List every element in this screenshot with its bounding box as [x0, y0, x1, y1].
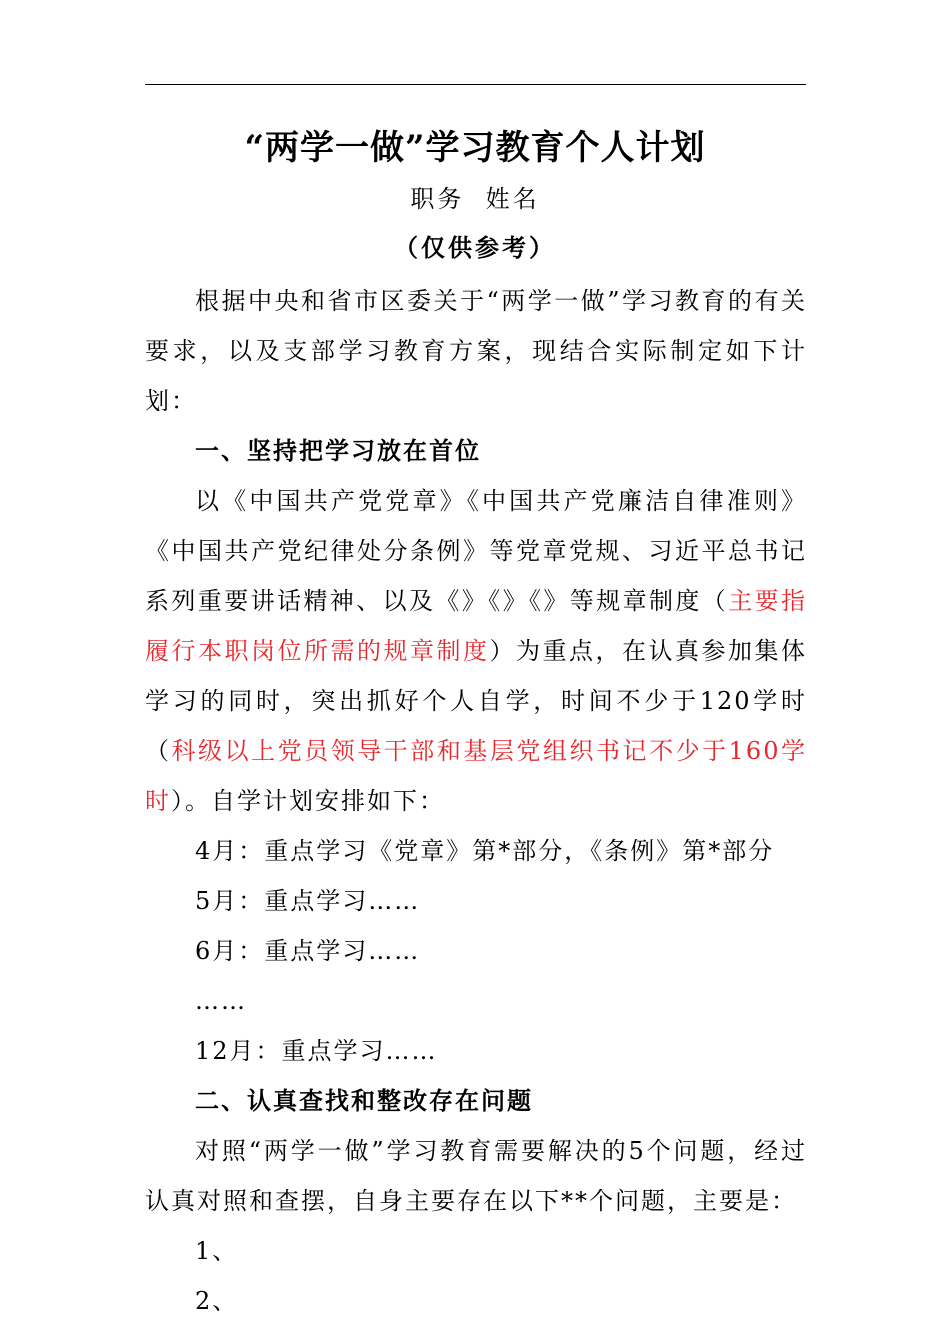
section1-text-part3: ）。自学计划安排如下：	[171, 787, 445, 815]
schedule-item: 4月：重点学习《党章》第*部分，《条例》第*部分	[195, 837, 775, 865]
section1-text-part2: ）为重点，在认真参加集体学习的同时，突出抓好个人自学，时间不少于120学时（	[145, 637, 807, 765]
schedule-item: 6月：重点学习……	[195, 937, 421, 965]
section2-paragraph: 对照“两学一做”学习教育需要解决的5个问题，经过认真对照和查摆，自身主要存在以下**个问题，主要是：	[145, 1137, 807, 1215]
intro-paragraph: 根据中央和省市区委关于“两学一做”学习教育的有关要求，以及支部学习教育方案，现结合实际制定如下计划：	[145, 287, 807, 415]
section1-red-note2: 科级以上党员领导干部和基层党组织书记不少于160学时	[145, 737, 807, 815]
document-body	[145, 276, 807, 1326]
section1-heading: 一、坚持把学习放在首位	[195, 437, 481, 465]
schedule-item: ……	[195, 987, 247, 1015]
author-line: 职务 姓名	[410, 185, 540, 213]
reference-note: （仅供参考）	[394, 233, 556, 262]
problem-item: 2、	[195, 1287, 239, 1315]
section2-heading: 二、认真查找和整改存在问题	[195, 1087, 533, 1115]
schedule-item: 5月：重点学习……	[195, 887, 421, 915]
section1-paragraph	[145, 476, 807, 826]
section1-red-note1: 主要指履行本职岗位所需的规章制度	[145, 587, 808, 665]
header-rule	[145, 84, 806, 85]
schedule-item: 12月：重点学习……	[195, 1037, 438, 1065]
document-title: “两学一做”学习教育个人计划	[244, 128, 706, 168]
problem-item: 1、	[195, 1237, 239, 1265]
section1-text-part1: 以《中国共产党党章》《中国共产党廉洁自律准则》《中国共产党纪律处分条例》等党章党规、习近平总书记系列重要讲话精神、以及《》《》《》等规章制度（	[145, 487, 807, 615]
